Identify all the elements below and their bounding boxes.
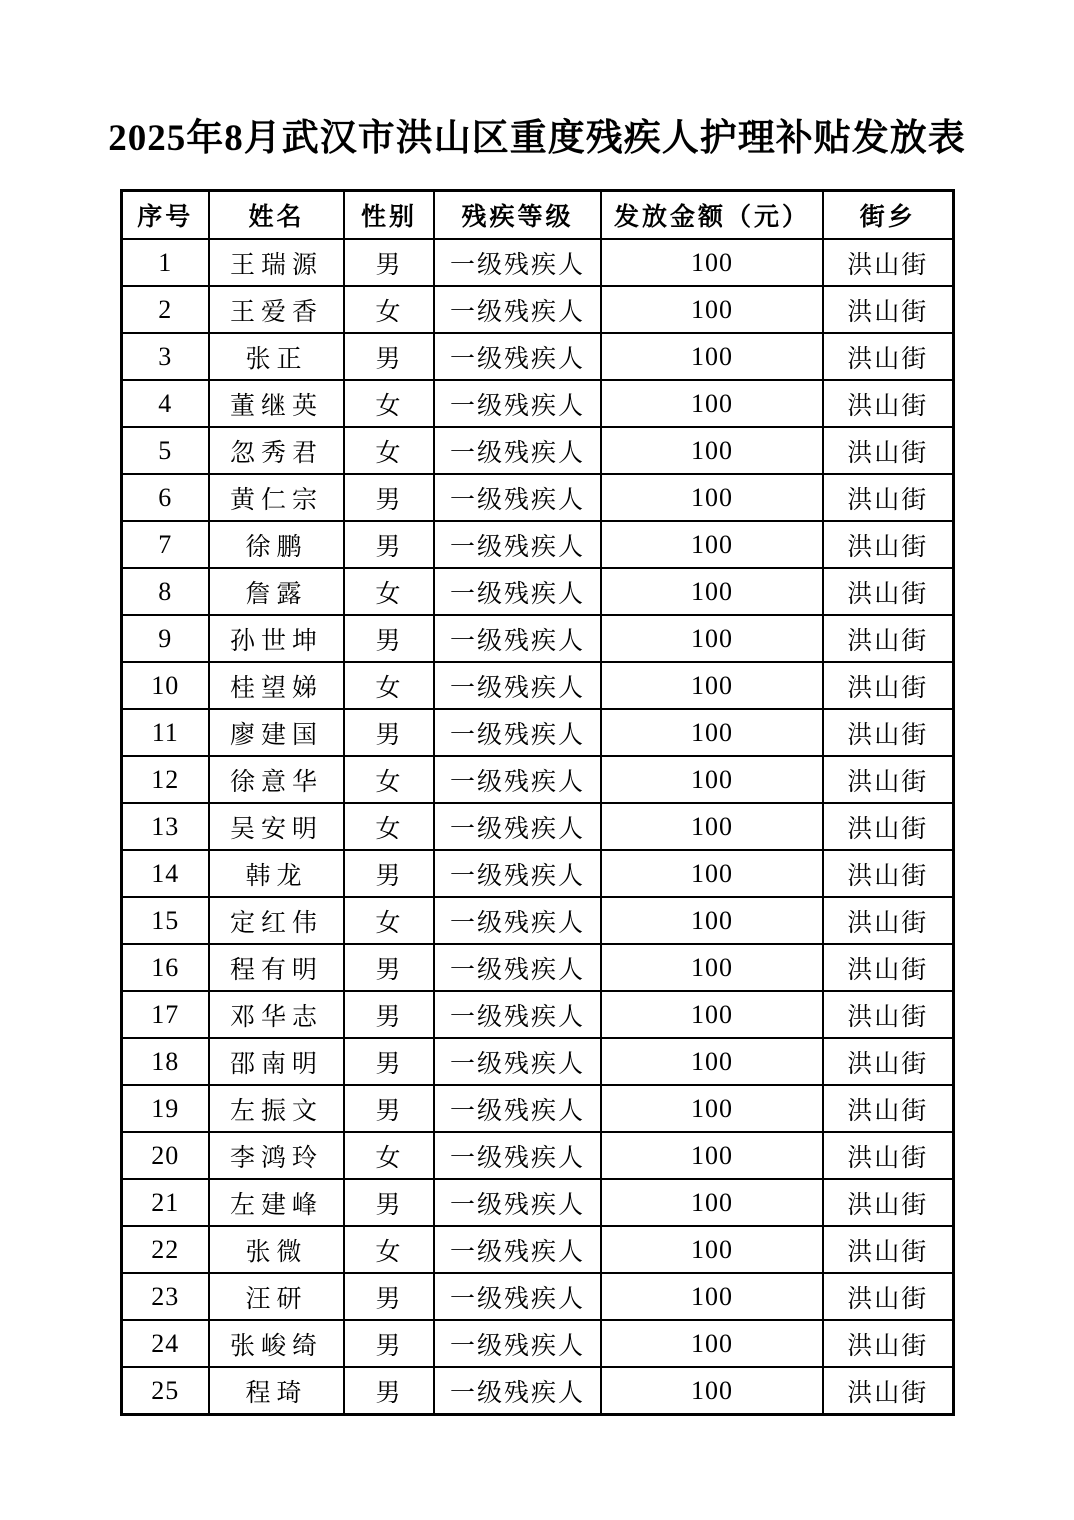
cell-gender: 男: [344, 944, 434, 991]
cell-gender: 女: [344, 756, 434, 803]
cell-serial-number: 18: [121, 1038, 209, 1085]
cell-disability-level: 一级残疾人: [434, 662, 601, 709]
cell-name: 左振文: [209, 1085, 344, 1132]
cell-amount: 100: [601, 333, 823, 380]
table-row: [121, 1085, 953, 1132]
table-row: [121, 944, 953, 991]
cell-gender: 女: [344, 568, 434, 615]
cell-name: 徐意华: [209, 756, 344, 803]
cell-serial-number: 8: [121, 568, 209, 615]
cell-disability-level: 一级残疾人: [434, 286, 601, 333]
cell-serial-number: 2: [121, 286, 209, 333]
cell-serial-number: 15: [121, 897, 209, 944]
cell-amount: 100: [601, 615, 823, 662]
cell-disability-level: 一级残疾人: [434, 568, 601, 615]
cell-serial-number: 22: [121, 1226, 209, 1273]
cell-gender: 男: [344, 239, 434, 286]
cell-name: 程有明: [209, 944, 344, 991]
cell-name: 吴安明: [209, 803, 344, 850]
cell-amount: 100: [601, 474, 823, 521]
cell-disability-level: 一级残疾人: [434, 1085, 601, 1132]
cell-name: 黄仁宗: [209, 474, 344, 521]
cell-street: 洪山街: [823, 1367, 953, 1415]
cell-street: 洪山街: [823, 1132, 953, 1179]
cell-street: 洪山街: [823, 1179, 953, 1226]
cell-disability-level: 一级残疾人: [434, 1226, 601, 1273]
cell-serial-number: 11: [121, 709, 209, 756]
cell-amount: 100: [601, 380, 823, 427]
cell-street: 洪山街: [823, 615, 953, 662]
cell-gender: 女: [344, 1132, 434, 1179]
cell-gender: 男: [344, 521, 434, 568]
cell-serial-number: 1: [121, 239, 209, 286]
cell-gender: 男: [344, 474, 434, 521]
cell-name: 韩龙: [209, 850, 344, 897]
cell-name: 程琦: [209, 1367, 344, 1415]
cell-amount: 100: [601, 239, 823, 286]
cell-name: 廖建国: [209, 709, 344, 756]
cell-gender: 女: [344, 897, 434, 944]
cell-street: 洪山街: [823, 1273, 953, 1320]
cell-amount: 100: [601, 568, 823, 615]
cell-gender: 男: [344, 1179, 434, 1226]
cell-amount: 100: [601, 1226, 823, 1273]
cell-street: 洪山街: [823, 1226, 953, 1273]
cell-amount: 100: [601, 897, 823, 944]
cell-amount: 100: [601, 1273, 823, 1320]
cell-disability-level: 一级残疾人: [434, 1038, 601, 1085]
cell-serial-number: 19: [121, 1085, 209, 1132]
cell-street: 洪山街: [823, 756, 953, 803]
cell-disability-level: 一级残疾人: [434, 803, 601, 850]
table-header-row: [121, 191, 953, 240]
cell-street: 洪山街: [823, 286, 953, 333]
cell-disability-level: 一级残疾人: [434, 615, 601, 662]
cell-disability-level: 一级残疾人: [434, 709, 601, 756]
cell-name: 邵南明: [209, 1038, 344, 1085]
cell-name: 张正: [209, 333, 344, 380]
cell-disability-level: 一级残疾人: [434, 474, 601, 521]
cell-serial-number: 17: [121, 991, 209, 1038]
cell-serial-number: 13: [121, 803, 209, 850]
cell-gender: 男: [344, 333, 434, 380]
cell-serial-number: 20: [121, 1132, 209, 1179]
cell-gender: 男: [344, 850, 434, 897]
cell-name: 张微: [209, 1226, 344, 1273]
cell-disability-level: 一级残疾人: [434, 1179, 601, 1226]
cell-gender: 女: [344, 380, 434, 427]
cell-street: 洪山街: [823, 944, 953, 991]
cell-street: 洪山街: [823, 568, 953, 615]
table-row: [121, 1226, 953, 1273]
cell-gender: 男: [344, 1367, 434, 1415]
cell-amount: 100: [601, 1132, 823, 1179]
cell-disability-level: 一级残疾人: [434, 1273, 601, 1320]
cell-disability-level: 一级残疾人: [434, 380, 601, 427]
column-header-name: 姓名: [209, 191, 344, 240]
table-header: [121, 191, 953, 240]
table-row: [121, 709, 953, 756]
cell-gender: 男: [344, 1038, 434, 1085]
cell-street: 洪山街: [823, 239, 953, 286]
cell-serial-number: 4: [121, 380, 209, 427]
cell-amount: 100: [601, 756, 823, 803]
cell-disability-level: 一级残疾人: [434, 1320, 601, 1367]
cell-street: 洪山街: [823, 474, 953, 521]
table-body: [121, 239, 953, 1415]
table-row: [121, 850, 953, 897]
cell-name: 王爱香: [209, 286, 344, 333]
cell-serial-number: 5: [121, 427, 209, 474]
cell-serial-number: 24: [121, 1320, 209, 1367]
cell-serial-number: 3: [121, 333, 209, 380]
cell-name: 王瑞源: [209, 239, 344, 286]
cell-amount: 100: [601, 427, 823, 474]
cell-amount: 100: [601, 521, 823, 568]
cell-street: 洪山街: [823, 897, 953, 944]
cell-disability-level: 一级残疾人: [434, 1367, 601, 1415]
column-header-no: 序号: [121, 191, 209, 240]
cell-gender: 男: [344, 709, 434, 756]
table-row: [121, 991, 953, 1038]
cell-amount: 100: [601, 850, 823, 897]
cell-serial-number: 7: [121, 521, 209, 568]
cell-serial-number: 12: [121, 756, 209, 803]
subsidy-table: [120, 189, 955, 1416]
cell-street: 洪山街: [823, 1085, 953, 1132]
cell-gender: 女: [344, 662, 434, 709]
cell-disability-level: 一级残疾人: [434, 991, 601, 1038]
table-row: [121, 427, 953, 474]
cell-gender: 男: [344, 1085, 434, 1132]
cell-disability-level: 一级残疾人: [434, 427, 601, 474]
table-row: [121, 1132, 953, 1179]
table-row: [121, 568, 953, 615]
column-header-street: 街乡: [823, 191, 953, 240]
table-row: [121, 521, 953, 568]
cell-disability-level: 一级残疾人: [434, 239, 601, 286]
table-row: [121, 803, 953, 850]
table-row: [121, 333, 953, 380]
cell-name: 张峻绮: [209, 1320, 344, 1367]
cell-disability-level: 一级残疾人: [434, 1132, 601, 1179]
cell-gender: 女: [344, 427, 434, 474]
cell-serial-number: 16: [121, 944, 209, 991]
cell-serial-number: 14: [121, 850, 209, 897]
cell-disability-level: 一级残疾人: [434, 521, 601, 568]
cell-street: 洪山街: [823, 662, 953, 709]
cell-disability-level: 一级残疾人: [434, 756, 601, 803]
table-row: [121, 286, 953, 333]
cell-amount: 100: [601, 286, 823, 333]
cell-street: 洪山街: [823, 803, 953, 850]
cell-serial-number: 25: [121, 1367, 209, 1415]
cell-disability-level: 一级残疾人: [434, 944, 601, 991]
table-row: [121, 1320, 953, 1367]
cell-street: 洪山街: [823, 521, 953, 568]
cell-amount: 100: [601, 709, 823, 756]
cell-gender: 女: [344, 286, 434, 333]
cell-amount: 100: [601, 1320, 823, 1367]
cell-gender: 男: [344, 1273, 434, 1320]
cell-amount: 100: [601, 1179, 823, 1226]
table-row: [121, 615, 953, 662]
column-header-level: 残疾等级: [434, 191, 601, 240]
cell-name: 忽秀君: [209, 427, 344, 474]
cell-street: 洪山街: [823, 709, 953, 756]
cell-amount: 100: [601, 944, 823, 991]
table-row: [121, 756, 953, 803]
cell-name: 左建峰: [209, 1179, 344, 1226]
cell-gender: 男: [344, 615, 434, 662]
cell-serial-number: 10: [121, 662, 209, 709]
cell-gender: 男: [344, 991, 434, 1038]
table-row: [121, 662, 953, 709]
cell-amount: 100: [601, 991, 823, 1038]
cell-serial-number: 21: [121, 1179, 209, 1226]
cell-gender: 男: [344, 1320, 434, 1367]
cell-name: 孙世坤: [209, 615, 344, 662]
cell-name: 桂望娣: [209, 662, 344, 709]
cell-amount: 100: [601, 1038, 823, 1085]
cell-street: 洪山街: [823, 1038, 953, 1085]
cell-amount: 100: [601, 662, 823, 709]
table-row: [121, 1038, 953, 1085]
cell-street: 洪山街: [823, 991, 953, 1038]
cell-street: 洪山街: [823, 333, 953, 380]
cell-street: 洪山街: [823, 850, 953, 897]
cell-name: 徐鹏: [209, 521, 344, 568]
table-row: [121, 897, 953, 944]
table-row: [121, 1179, 953, 1226]
cell-street: 洪山街: [823, 427, 953, 474]
table-row: [121, 380, 953, 427]
table-row: [121, 1273, 953, 1320]
cell-disability-level: 一级残疾人: [434, 897, 601, 944]
cell-name: 邓华志: [209, 991, 344, 1038]
cell-disability-level: 一级残疾人: [434, 850, 601, 897]
cell-amount: 100: [601, 1367, 823, 1415]
cell-serial-number: 9: [121, 615, 209, 662]
cell-serial-number: 23: [121, 1273, 209, 1320]
cell-name: 詹露: [209, 568, 344, 615]
cell-amount: 100: [601, 1085, 823, 1132]
column-header-gender: 性别: [344, 191, 434, 240]
cell-name: 定红伟: [209, 897, 344, 944]
cell-street: 洪山街: [823, 1320, 953, 1367]
table-row: [121, 239, 953, 286]
cell-serial-number: 6: [121, 474, 209, 521]
cell-name: 李鸿玲: [209, 1132, 344, 1179]
cell-name: 董继英: [209, 380, 344, 427]
cell-gender: 女: [344, 1226, 434, 1273]
column-header-amount: 发放金额（元）: [601, 191, 823, 240]
table-row: [121, 1367, 953, 1415]
cell-name: 汪研: [209, 1273, 344, 1320]
cell-disability-level: 一级残疾人: [434, 333, 601, 380]
cell-amount: 100: [601, 803, 823, 850]
document-title: 2025年8月武汉市洪山区重度残疾人护理补贴发放表: [108, 118, 966, 159]
cell-street: 洪山街: [823, 380, 953, 427]
cell-gender: 女: [344, 803, 434, 850]
table-row: [121, 474, 953, 521]
